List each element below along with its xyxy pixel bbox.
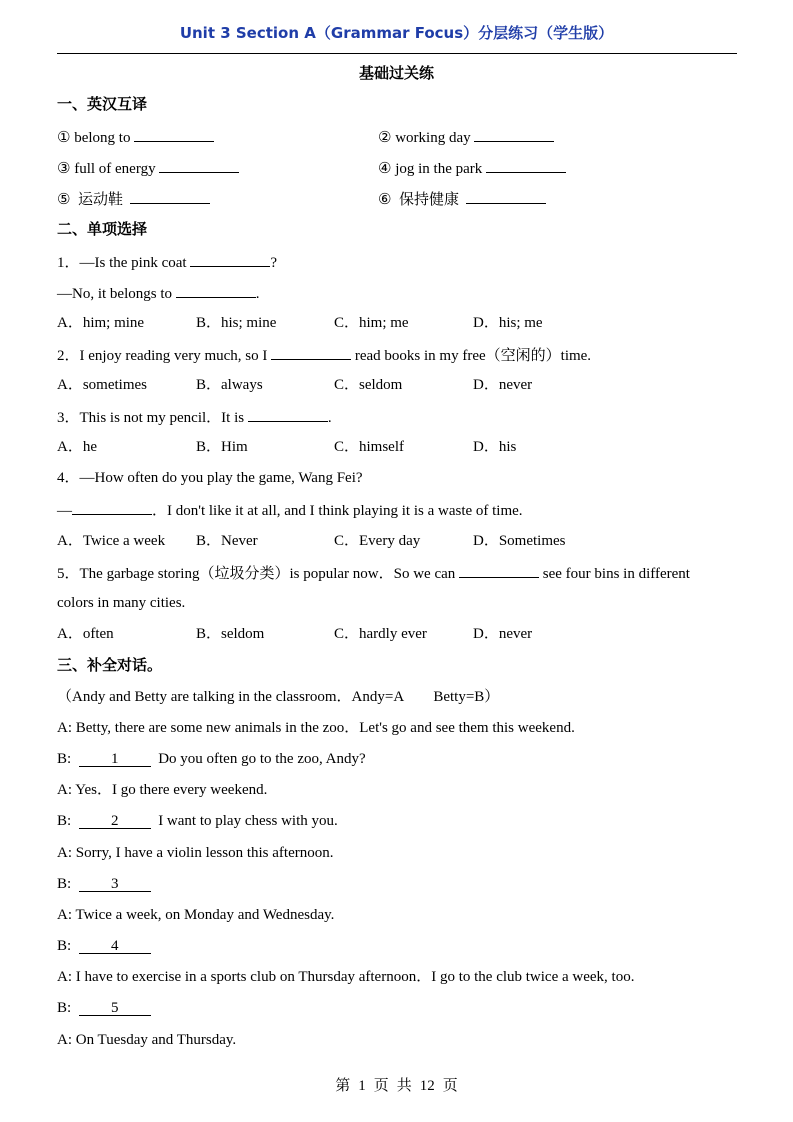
dialogue-line-b4: B: 4: [57, 937, 151, 955]
answer-blank[interactable]: [190, 252, 270, 267]
answer-blank[interactable]: [474, 127, 554, 142]
dialogue-line-a6: A: On Tuesday and Thursday.: [57, 1032, 237, 1048]
section1-title: 一、英汉互译: [57, 95, 148, 113]
question-1-option-d[interactable]: D．his; me: [473, 315, 543, 331]
answer-blank[interactable]: [459, 563, 539, 578]
translate-item-1: ① belong to: [57, 127, 214, 147]
dialogue-line-b1: B: 1 Do you often go to the zoo, Andy?: [57, 751, 366, 767]
question-5-option-b[interactable]: B．seldom: [196, 626, 265, 642]
section2-title: 二、单项选择: [57, 220, 148, 238]
question-5-option-a[interactable]: A．often: [57, 626, 114, 642]
question-4-option-c[interactable]: C．Every day: [334, 533, 421, 549]
section-subtitle: 基础过关练: [358, 64, 434, 82]
question-4-option-d[interactable]: D．Sometimes: [473, 533, 566, 549]
translate-item-3: ③ full of energy: [57, 158, 239, 178]
question-4-line2: — ．I don't like it at all, and I think playing it is a waste of time.: [57, 500, 523, 520]
question-3-option-d[interactable]: D．his: [473, 439, 517, 455]
question-4-option-a[interactable]: A．Twice a week: [57, 533, 166, 549]
page-header: Unit 3 Section A（Grammar Focus）分层练习（学生版）: [179, 24, 614, 42]
dialogue-line-a4: A: Twice a week, on Monday and Wednesday.: [57, 907, 335, 923]
dialogue-line-a3: A: Sorry, I have a violin lesson this afternoon.: [57, 845, 334, 861]
dialogue-line-b3: B: 3: [57, 875, 151, 893]
answer-blank[interactable]: [72, 500, 152, 515]
question-2-option-d[interactable]: D．never: [473, 377, 533, 393]
question-3-option-b[interactable]: B．Him: [196, 439, 248, 455]
translate-item-2: ② working day: [378, 127, 554, 147]
page-number: 1: [358, 1078, 366, 1094]
dialogue-line-a2: A: Yes．I go there every weekend.: [57, 782, 268, 798]
dialogue-blank-2[interactable]: 2: [79, 812, 151, 829]
dialogue-blank-4[interactable]: 4: [79, 937, 151, 954]
section3-title: 三、补全对话。: [57, 656, 163, 674]
answer-blank[interactable]: [248, 407, 328, 422]
question-1-option-c[interactable]: C．him; me: [334, 315, 409, 331]
question-1-option-a[interactable]: A．him; mine: [57, 315, 145, 331]
total-pages: 12: [419, 1078, 435, 1094]
question-1-line1: 1．—Is the pink coat ?: [57, 252, 277, 272]
translate-item-4: ④ jog in the park: [378, 158, 566, 178]
question-3-option-c[interactable]: C．himself: [334, 439, 404, 455]
header-divider: [57, 53, 737, 54]
question-2-stem: 2．I enjoy reading very much, so I read books in my free（空闲的）time.: [57, 345, 591, 365]
question-3-option-a[interactable]: A．he: [57, 439, 97, 455]
answer-blank[interactable]: [486, 158, 566, 173]
question-4-line1: 4．—How often do you play the game, Wang Fei?: [57, 470, 363, 486]
dialogue-blank-1[interactable]: 1: [79, 750, 151, 767]
page-footer: 第 1 页 共 12 页: [335, 1076, 458, 1094]
dialogue-line-a5: A: I have to exercise in a sports club on Thursday afternoon．I go to the club twice a week, too.: [57, 969, 635, 985]
dialogue-line-b2: B: 2 I want to play chess with you.: [57, 813, 338, 829]
answer-blank[interactable]: [130, 189, 210, 204]
answer-blank[interactable]: [159, 158, 239, 173]
answer-blank[interactable]: [271, 345, 351, 360]
question-5-option-d[interactable]: D．never: [473, 626, 533, 642]
question-4-option-b[interactable]: B．Never: [196, 533, 258, 549]
dialogue-intro: （Andy and Betty are talking in the classroom．Andy=A Betty=B）: [57, 689, 500, 705]
answer-blank[interactable]: [176, 283, 256, 298]
question-2-option-b[interactable]: B．always: [196, 377, 263, 393]
question-5-line2: colors in many cities.: [57, 595, 186, 611]
answer-blank[interactable]: [134, 127, 214, 142]
translate-item-5: ⑤ 运动鞋: [57, 189, 210, 209]
dialogue-line-b5: B: 5: [57, 999, 151, 1017]
dialogue-line-a1: A: Betty, there are some new animals in the zoo．Let's go and see them this weekend.: [57, 720, 575, 736]
answer-blank[interactable]: [466, 189, 546, 204]
question-2-option-a[interactable]: A．sometimes: [57, 377, 147, 393]
question-3-stem: 3．This is not my pencil．It is .: [57, 407, 332, 427]
question-1-option-b[interactable]: B．his; mine: [196, 315, 277, 331]
question-5-line1: 5．The garbage storing（垃圾分类）is popular now．So we can see four bins in different: [57, 563, 690, 583]
question-5-option-c[interactable]: C．hardly ever: [334, 626, 427, 642]
question-2-option-c[interactable]: C．seldom: [334, 377, 403, 393]
translate-item-6: ⑥ 保持健康: [378, 189, 546, 209]
dialogue-blank-5[interactable]: 5: [79, 999, 151, 1016]
dialogue-blank-3[interactable]: 3: [79, 875, 151, 892]
question-1-line2: —No, it belongs to .: [57, 283, 260, 303]
